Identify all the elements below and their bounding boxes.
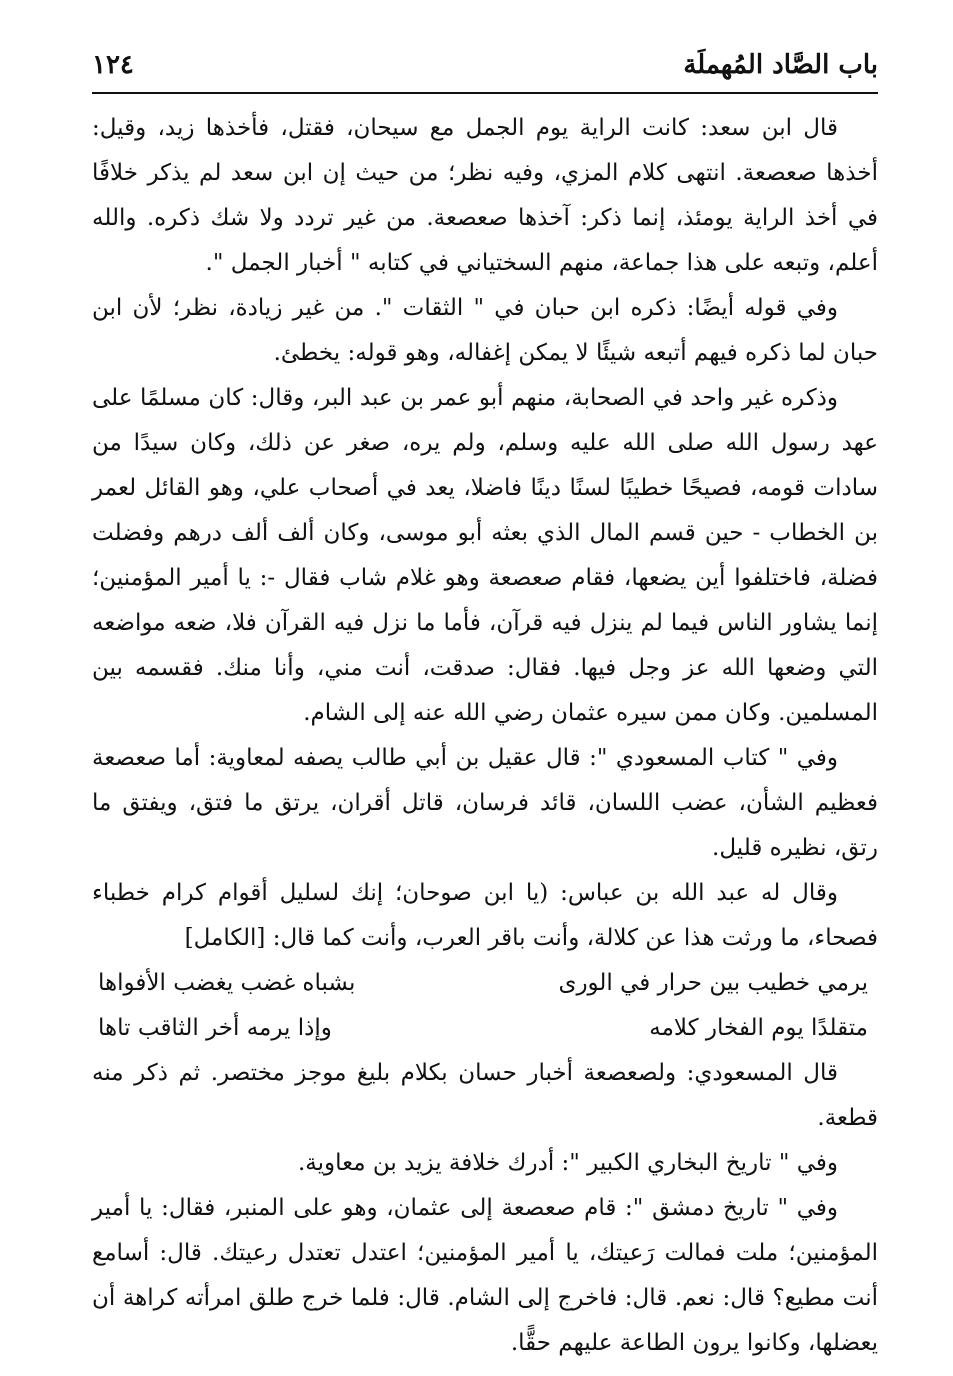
chapter-title: باب الصَّاد المُهملَة xyxy=(683,50,878,80)
paragraph-masudi: وفي " كتاب المسعودي ": قال عقيل بن أبي طالب يصفه لمعاوية: أما صعصعة فعظيم الشأن، عضب اللسان، قائد فرسان، قاتل أقران، يرتق ما فتق، ويفتق ما رتق، نظيره قليل. xyxy=(92,745,878,861)
paragraph-ibn-abbas: وقال له عبد الله بن عباس: (يا ابن صوحان؛ إنك لسليل أقوام كرام خطباء فصحاء، ما ورثت هذا عن كلالة، وأنت باقر العرب، وأنت كما قال: [الكامل] xyxy=(92,880,878,951)
poem-verse xyxy=(92,1006,878,1051)
page-body xyxy=(92,106,878,1366)
paragraph-masudi-summary: قال المسعودي: ولصعصعة أخبار حسان بكلام بليغ موجز مختصر. ثم ذكر منه قطعة. xyxy=(92,1060,878,1131)
paragraph-damascus: وفي " تاريخ دمشق ": قام صعصعة إلى عثمان، وهو على المنبر، فقال: يا أمير المؤمنين؛ ملت فمالت رَعيتك، يا أمير المؤمنين؛ اعتدل تعتدل رعيتك. قال: أسامع أنت مطيع؟ قال: نعم. قال: فاخرج إلى الشام. قال: فلما خرج طلق امرأته كراهة أن يعضلها، وكانوا يرون الطاعة عليهم حقًّا. xyxy=(92,1195,878,1356)
verse-first-hemistich: متقلدًا يوم الفخار كلامه xyxy=(649,1015,868,1041)
poem xyxy=(92,961,878,1051)
verse-first-hemistich: يرمي خطيب بين حرار في الورى xyxy=(558,970,868,996)
paragraph-bukhari: وفي " تاريخ البخاري الكبير ": أدرك خلافة يزيد بن معاوية. xyxy=(297,1150,838,1176)
paragraph-ibn-abd-al-barr: وذكره غير واحد في الصحابة، منهم أبو عمر بن عبد البر، وقال: كان مسلمًا على عهد رسول الله صلى الله عليه وسلم، ولم يره، صغر عن ذلك، وكان سيدًا من سادات قومه، فصيحًا خطيبًا لسنًا دينًا فاضلا، يعد في أصحاب علي، وهو القائل لعمر بن الخطاب - حين قسم المال الذي بعثه أبو موسى، وكان ألف ألف درهم وفضلت فضلة، فاختلفوا أين يضعها، فقام صعصعة وهو غلام شاب فقال -: يا أمير المؤمنين؛ إنما يشاور الناس فيما لم ينزل فيه قرآن، فأما ما نزل فيه القرآن فلا، ضعه مواضعه التي وضعها الله عز وجل فيها. فقال: صدقت، أنت مني، وأنا منك. فقسمه بين المسلمين. وكان ممن سيره عثمان رضي الله عنه إلى الشام. xyxy=(92,385,878,726)
paragraph-ibn-hibban: وفي قوله أيضًا: ذكره ابن حبان في " الثقات ". من غير زيادة، نظر؛ لأن ابن حبان لما ذكره فيهم أتبعه شيئًا لا يمكن إغفاله، وهو قوله: يخطئ. xyxy=(92,295,878,366)
page-header xyxy=(92,46,878,94)
poem-verse xyxy=(92,961,878,1006)
page-number: ١٢٤ xyxy=(92,50,134,80)
verse-second-hemistich: وإذا يرمه أخر الثاقب تاها xyxy=(98,1015,332,1041)
paragraph-ibn-saad: قال ابن سعد: كانت الراية يوم الجمل مع سيحان، فقتل، فأخذها زيد، وقيل: أخذها صعصعة. انتهى كلام المزي، وفيه نظر؛ من حيث إن ابن سعد لم يذكر خلافًا في أخذ الراية يومئذ، إنما ذكر: آخذها صعصعة. من غير تردد ولا شك ذكره. والله أعلم، وتبعه على هذا جماعة، منهم السختياني في كتابه " أخبار الجمل ". xyxy=(92,115,878,276)
verse-second-hemistich: بشباه غضب يغضب الأفواها xyxy=(98,970,356,996)
